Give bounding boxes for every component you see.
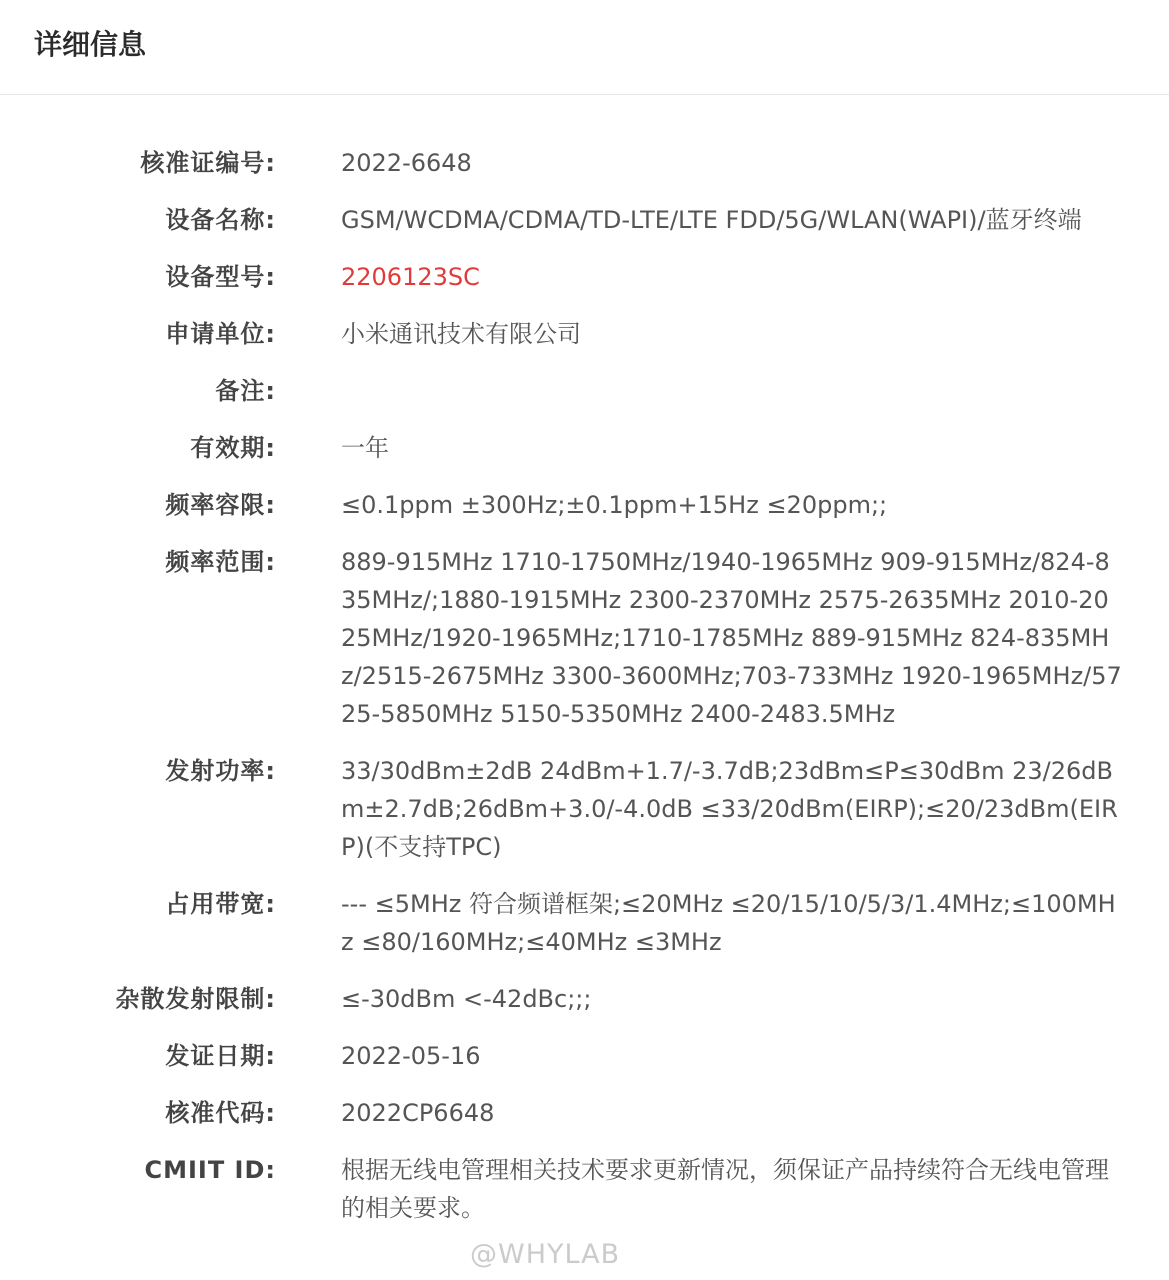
applicant-label: 申请单位: <box>165 320 276 348</box>
remarks-value <box>341 372 1123 410</box>
issue-date-value: 2022-05-16 <box>341 1042 481 1070</box>
transmit-power-value: 33/30dBm±2dB 24dBm+1.7/-3.7dB;23dBm≤P≤30dBm 23/26dBm±2.7dB;26dBm+3.0/-4.0dB ≤33/20dBm(EIRP);≤20/23dBm(EIRP)(不支持TPC) <box>341 757 1118 861</box>
occupied-bandwidth-label: 占用带宽: <box>165 890 276 918</box>
cmiit-id-label: CMIIT ID: <box>144 1156 276 1184</box>
detail-row-approval-code <box>0 1094 1169 1132</box>
detail-row-remarks <box>0 372 1169 410</box>
approval-number-value: 2022-6648 <box>341 149 472 177</box>
applicant-value: 小米通讯技术有限公司 <box>341 320 581 348</box>
detail-row-occupied-bandwidth <box>0 885 1169 961</box>
transmit-power-label: 发射功率: <box>165 757 276 785</box>
occupied-bandwidth-value: --- ≤5MHz 符合频谱框架;≤20MHz ≤20/15/10/5/3/1.4MHz;≤100MHz ≤80/160MHz;≤40MHz ≤3MHz <box>341 890 1116 956</box>
detail-row-cmiit-id <box>0 1151 1169 1227</box>
detail-row-spurious-emission <box>0 980 1169 1018</box>
detail-row-validity <box>0 429 1169 467</box>
detail-row-frequency-tolerance <box>0 486 1169 524</box>
cmiit-id-value: 根据无线电管理相关技术要求更新情况，须保证产品持续符合无线电管理的相关要求。 <box>341 1156 1109 1222</box>
device-model-value: 2206123SC <box>341 263 480 291</box>
frequency-range-value: 889-915MHz 1710-1750MHz/1940-1965MHz 909-915MHz/824-835MHz/;1880-1915MHz 2300-2370MHz 2575-2635MHz 2010-2025MHz/1920-1965MHz;1710-1785MHz 889-915MHz 824-835MHz/2515-2675MHz 3300-3600MHz;703-733MHz 1920-1965MHz/5725-5850MHz 5150-5350MHz 2400-2483.5MHz <box>341 548 1122 728</box>
frequency-tolerance-label: 频率容限: <box>165 491 276 519</box>
approval-code-value: 2022CP6648 <box>341 1099 495 1127</box>
detail-row-applicant <box>0 315 1169 353</box>
page-title: 详细信息 <box>34 28 147 61</box>
spurious-emission-label: 杂散发射限制: <box>115 985 276 1013</box>
detail-row-device-model <box>0 258 1169 296</box>
frequency-tolerance-value: ≤0.1ppm ±300Hz;±0.1ppm+15Hz ≤20ppm;; <box>341 491 888 519</box>
detail-row-approval-number <box>0 144 1169 182</box>
approval-code-label: 核准代码: <box>165 1099 276 1127</box>
validity-value: 一年 <box>341 434 389 462</box>
device-name-value: GSM/WCDMA/CDMA/TD-LTE/LTE FDD/5G/WLAN(WAPI)/蓝牙终端 <box>341 206 1082 234</box>
spurious-emission-value: ≤-30dBm <-42dBc;;; <box>341 985 592 1013</box>
detail-row-device-name <box>0 201 1169 239</box>
detail-list <box>0 144 1169 1246</box>
detail-row-frequency-range <box>0 543 1169 733</box>
detail-row-issue-date <box>0 1037 1169 1075</box>
watermark: @WHYLAB <box>470 1239 621 1270</box>
validity-label: 有效期: <box>190 434 276 462</box>
approval-number-label: 核准证编号: <box>140 149 276 177</box>
page-header <box>0 0 1169 95</box>
device-name-label: 设备名称: <box>165 206 276 234</box>
detail-row-transmit-power <box>0 752 1169 866</box>
device-model-label: 设备型号: <box>165 263 276 291</box>
issue-date-label: 发证日期: <box>165 1042 276 1070</box>
remarks-label: 备注: <box>215 377 276 405</box>
frequency-range-label: 频率范围: <box>165 548 276 576</box>
